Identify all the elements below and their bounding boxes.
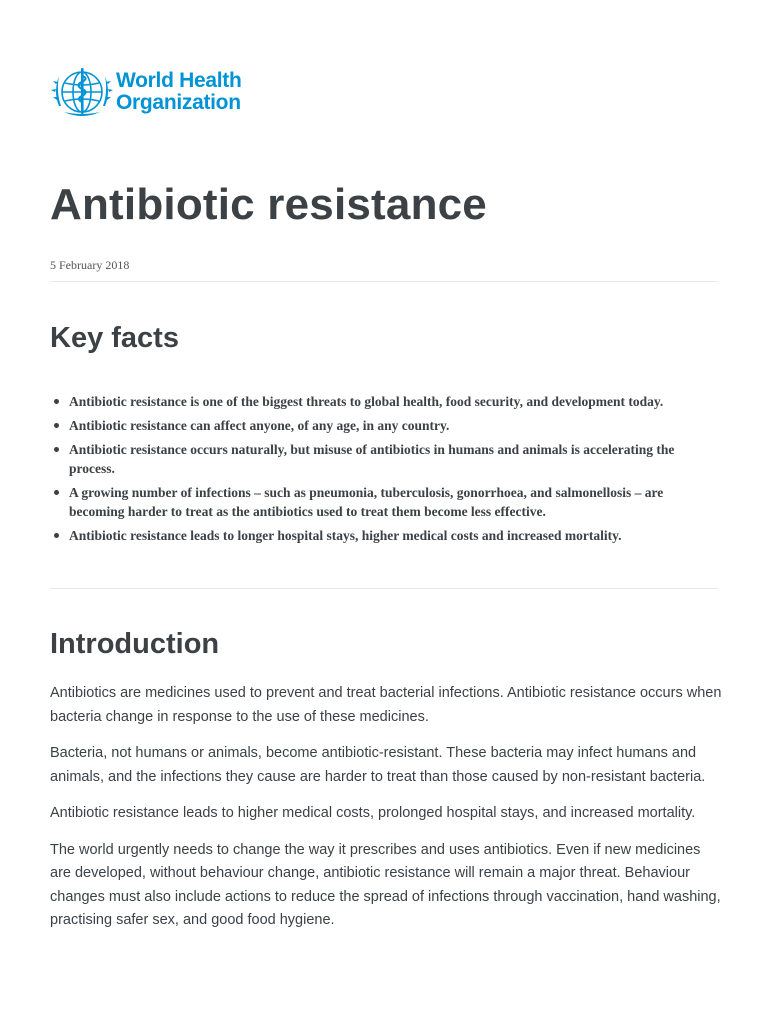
key-fact-item: Antibiotic resistance can affect anyone, of any age, in any country. (50, 416, 718, 435)
logo-wordmark (116, 70, 242, 114)
intro-paragraph: Antibiotic resistance leads to higher medical costs, prolonged hospital stays, and increased mortality. (50, 805, 696, 821)
key-facts-list (50, 392, 718, 550)
logo-line-2: Organization (116, 91, 241, 114)
key-fact-item: Antibiotic resistance occurs naturally, but misuse of antibiotics in humans and animals is accelerating the process. (50, 440, 718, 478)
logo-line-1: World Health (116, 69, 242, 92)
key-fact-item: Antibiotic resistance leads to longer hospital stays, higher medical costs and increased mortality. (50, 526, 718, 545)
intro-paragraph: Antibiotics are medicines used to prevent and treat bacterial infections. Antibiotic resistance occurs when bacteria change in response to the use of these medicines. (50, 685, 722, 725)
introduction-heading: Introduction (50, 628, 220, 660)
publish-date: 5 February 2018 (50, 258, 130, 272)
who-emblem-icon (50, 62, 114, 122)
key-fact-item: Antibiotic resistance is one of the biggest threats to global health, food security, and development today. (50, 392, 718, 411)
key-facts-heading: Key facts (50, 322, 179, 354)
key-fact-item: A growing number of infections – such as pneumonia, tuberculosis, gonorrhoea, and salmonellosis – are becoming harder to treat as the antibiotics used to treat them become less effective. (50, 483, 718, 521)
intro-paragraph: Bacteria, not humans or animals, become antibiotic-resistant. These bacteria may infect humans and animals, and the infections they cause are harder to treat than those caused by non-resistant bacteria. (50, 745, 706, 785)
divider (50, 281, 718, 282)
intro-paragraph: The world urgently needs to change the way it prescribes and uses antibiotics. Even if new medicines are developed, without behaviour change, antibiotic resistance will remain a major threat. Behaviour changes must also include actions to reduce the spread of infections through vaccination, hand washing, practising safer sex, and good food hygiene. (50, 841, 721, 928)
who-logo[interactable] (50, 62, 242, 122)
divider (50, 588, 718, 589)
page-title: Antibiotic resistance (50, 180, 487, 229)
introduction-body (50, 682, 722, 946)
